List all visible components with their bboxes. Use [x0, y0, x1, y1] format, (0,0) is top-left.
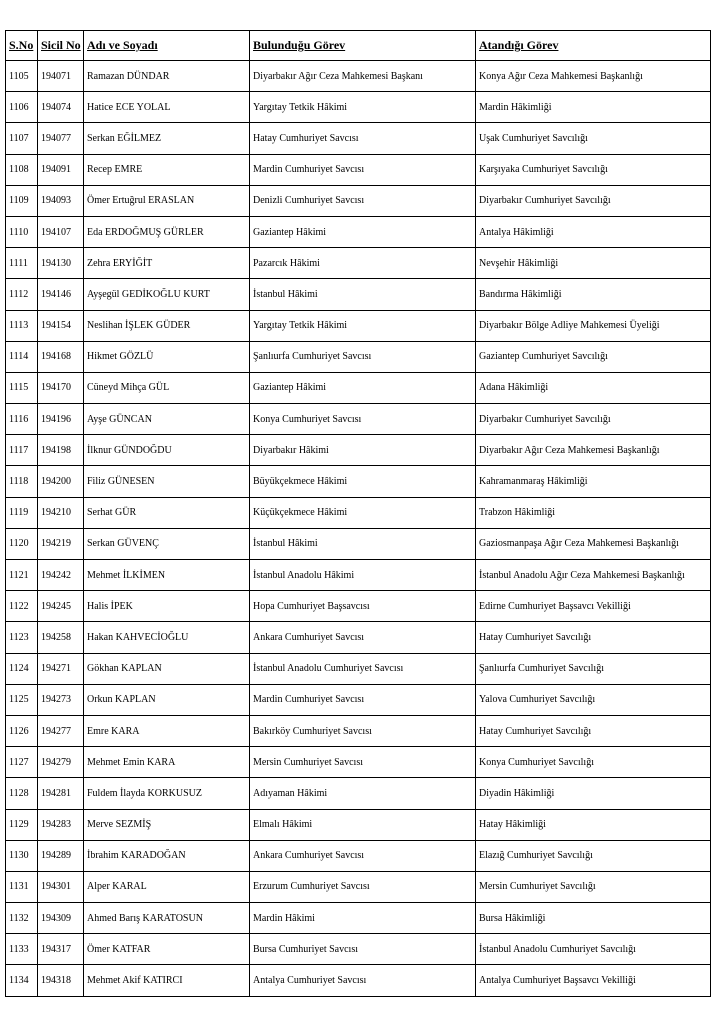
- cell-current-position: Diyarbakır Ağır Ceza Mahkemesi Başkanı: [250, 61, 476, 92]
- cell-sicil-no: 194283: [38, 809, 84, 840]
- cell-current-position: Adıyaman Hâkimi: [250, 778, 476, 809]
- cell-sicil-no: 194210: [38, 497, 84, 528]
- cell-name: İbrahim KARADOĞAN: [84, 840, 250, 871]
- cell-current-position: Gaziantep Hâkimi: [250, 372, 476, 403]
- cell-assigned-position: Gaziantep Cumhuriyet Savcılığı: [476, 341, 711, 372]
- cell-assigned-position: Mardin Hâkimliği: [476, 92, 711, 123]
- table-row: [6, 560, 711, 591]
- cell-name: Mehmet Akif KATIRCI: [84, 965, 250, 996]
- cell-sno: 1106: [6, 92, 38, 123]
- cell-sno: 1128: [6, 778, 38, 809]
- cell-sicil-no: 194077: [38, 123, 84, 154]
- cell-sno: 1115: [6, 372, 38, 403]
- cell-assigned-position: İstanbul Anadolu Cumhuriyet Savcılığı: [476, 934, 711, 965]
- cell-sicil-no: 194071: [38, 61, 84, 92]
- cell-assigned-position: Bandırma Hâkimliği: [476, 279, 711, 310]
- cell-sno: 1111: [6, 248, 38, 279]
- cell-assigned-position: Trabzon Hâkimliği: [476, 497, 711, 528]
- cell-current-position: Küçükçekmece Hâkimi: [250, 497, 476, 528]
- cell-sno: 1124: [6, 653, 38, 684]
- cell-sicil-no: 194271: [38, 653, 84, 684]
- header-row: [6, 31, 711, 61]
- table-row: [6, 372, 711, 403]
- cell-assigned-position: İstanbul Anadolu Ağır Ceza Mahkemesi Başkanlığı: [476, 560, 711, 591]
- table-row: [6, 154, 711, 185]
- cell-assigned-position: Antalya Cumhuriyet Başsavcı Vekilliği: [476, 965, 711, 996]
- cell-name: Ömer KATFAR: [84, 934, 250, 965]
- cell-name: Ahmed Barış KARATOSUN: [84, 903, 250, 934]
- cell-current-position: Konya Cumhuriyet Savcısı: [250, 404, 476, 435]
- cell-assigned-position: Diyarbakır Bölge Adliye Mahkemesi Üyeliği: [476, 310, 711, 341]
- cell-current-position: Pazarcık Hâkimi: [250, 248, 476, 279]
- cell-sno: 1127: [6, 747, 38, 778]
- table-row: [6, 809, 711, 840]
- cell-sicil-no: 194146: [38, 279, 84, 310]
- cell-current-position: İstanbul Hâkimi: [250, 279, 476, 310]
- cell-assigned-position: Bursa Hâkimliği: [476, 903, 711, 934]
- cell-sicil-no: 194091: [38, 154, 84, 185]
- cell-assigned-position: Kahramanmaraş Hâkimliği: [476, 466, 711, 497]
- cell-name: Serhat GÜR: [84, 497, 250, 528]
- table-row: [6, 248, 711, 279]
- cell-assigned-position: Adana Hâkimliği: [476, 372, 711, 403]
- cell-current-position: Hatay Cumhuriyet Savcısı: [250, 123, 476, 154]
- cell-sno: 1131: [6, 871, 38, 902]
- header-assigned-position: Atandığı Görev: [476, 31, 711, 61]
- table-row: [6, 591, 711, 622]
- cell-sicil-no: 194154: [38, 310, 84, 341]
- table-row: [6, 747, 711, 778]
- cell-name: Halis İPEK: [84, 591, 250, 622]
- cell-sicil-no: 194196: [38, 404, 84, 435]
- cell-assigned-position: Hatay Cumhuriyet Savcılığı: [476, 715, 711, 746]
- cell-sicil-no: 194289: [38, 840, 84, 871]
- appointments-table: [5, 30, 711, 997]
- cell-sicil-no: 194309: [38, 903, 84, 934]
- cell-assigned-position: Mersin Cumhuriyet Savcılığı: [476, 871, 711, 902]
- header-current-position: Bulunduğu Görev: [250, 31, 476, 61]
- cell-sicil-no: 194130: [38, 248, 84, 279]
- cell-current-position: Mardin Cumhuriyet Savcısı: [250, 154, 476, 185]
- cell-sicil-no: 194242: [38, 560, 84, 591]
- cell-assigned-position: Konya Cumhuriyet Savcılığı: [476, 747, 711, 778]
- table-row: [6, 216, 711, 247]
- table-row: [6, 466, 711, 497]
- cell-current-position: Diyarbakır Hâkimi: [250, 435, 476, 466]
- table-row: [6, 622, 711, 653]
- cell-name: Recep EMRE: [84, 154, 250, 185]
- table-row: [6, 123, 711, 154]
- cell-sno: 1120: [6, 528, 38, 559]
- cell-name: Emre KARA: [84, 715, 250, 746]
- cell-name: Zehra ERYİĞİT: [84, 248, 250, 279]
- table-row: [6, 185, 711, 216]
- cell-assigned-position: Hatay Hâkimliği: [476, 809, 711, 840]
- cell-sicil-no: 194245: [38, 591, 84, 622]
- cell-current-position: Antalya Cumhuriyet Savcısı: [250, 965, 476, 996]
- header-name: Adı ve Soyadı: [84, 31, 250, 61]
- cell-current-position: Bakırköy Cumhuriyet Savcısı: [250, 715, 476, 746]
- cell-sicil-no: 194318: [38, 965, 84, 996]
- table-row: [6, 778, 711, 809]
- cell-name: Hikmet GÖZLÜ: [84, 341, 250, 372]
- cell-sicil-no: 194198: [38, 435, 84, 466]
- cell-sno: 1125: [6, 684, 38, 715]
- cell-sno: 1117: [6, 435, 38, 466]
- cell-assigned-position: Şanlıurfa Cumhuriyet Savcılığı: [476, 653, 711, 684]
- cell-assigned-position: Diyadin Hâkimliği: [476, 778, 711, 809]
- cell-sno: 1105: [6, 61, 38, 92]
- cell-sicil-no: 194074: [38, 92, 84, 123]
- cell-sno: 1108: [6, 154, 38, 185]
- table-row: [6, 435, 711, 466]
- cell-sno: 1122: [6, 591, 38, 622]
- table-row: [6, 61, 711, 92]
- cell-sicil-no: 194281: [38, 778, 84, 809]
- cell-sno: 1129: [6, 809, 38, 840]
- cell-current-position: Yargıtay Tetkik Hâkimi: [250, 92, 476, 123]
- cell-name: Merve SEZMİŞ: [84, 809, 250, 840]
- cell-name: İlknur GÜNDOĞDU: [84, 435, 250, 466]
- cell-name: Serkan EĞİLMEZ: [84, 123, 250, 154]
- cell-current-position: İstanbul Hâkimi: [250, 528, 476, 559]
- cell-current-position: Ankara Cumhuriyet Savcısı: [250, 622, 476, 653]
- cell-current-position: Mardin Hâkimi: [250, 903, 476, 934]
- cell-name: Ömer Ertuğrul ERASLAN: [84, 185, 250, 216]
- cell-current-position: Büyükçekmece Hâkimi: [250, 466, 476, 497]
- cell-current-position: Bursa Cumhuriyet Savcısı: [250, 934, 476, 965]
- cell-name: Ramazan DÜNDAR: [84, 61, 250, 92]
- cell-sno: 1110: [6, 216, 38, 247]
- cell-assigned-position: Konya Ağır Ceza Mahkemesi Başkanlığı: [476, 61, 711, 92]
- cell-current-position: İstanbul Anadolu Cumhuriyet Savcısı: [250, 653, 476, 684]
- cell-sicil-no: 194200: [38, 466, 84, 497]
- cell-current-position: Erzurum Cumhuriyet Savcısı: [250, 871, 476, 902]
- cell-assigned-position: Diyarbakır Ağır Ceza Mahkemesi Başkanlığı: [476, 435, 711, 466]
- cell-current-position: Şanlıurfa Cumhuriyet Savcısı: [250, 341, 476, 372]
- cell-current-position: Elmalı Hâkimi: [250, 809, 476, 840]
- cell-assigned-position: Elazığ Cumhuriyet Savcılığı: [476, 840, 711, 871]
- cell-sicil-no: 194219: [38, 528, 84, 559]
- cell-name: Mehmet İLKİMEN: [84, 560, 250, 591]
- cell-assigned-position: Nevşehir Hâkimliği: [476, 248, 711, 279]
- table-row: [6, 310, 711, 341]
- cell-name: Filiz GÜNESEN: [84, 466, 250, 497]
- cell-name: Ayşe GÜNCAN: [84, 404, 250, 435]
- table-row: [6, 528, 711, 559]
- cell-sicil-no: 194317: [38, 934, 84, 965]
- cell-sno: 1107: [6, 123, 38, 154]
- cell-current-position: İstanbul Anadolu Hâkimi: [250, 560, 476, 591]
- cell-current-position: Gaziantep Hâkimi: [250, 216, 476, 247]
- cell-sicil-no: 194170: [38, 372, 84, 403]
- cell-name: Orkun KAPLAN: [84, 684, 250, 715]
- cell-current-position: Mersin Cumhuriyet Savcısı: [250, 747, 476, 778]
- cell-name: Mehmet Emin KARA: [84, 747, 250, 778]
- cell-name: Serkan GÜVENÇ: [84, 528, 250, 559]
- cell-assigned-position: Gaziosmanpaşa Ağır Ceza Mahkemesi Başkanlığı: [476, 528, 711, 559]
- table-row: [6, 934, 711, 965]
- cell-sno: 1121: [6, 560, 38, 591]
- cell-assigned-position: Uşak Cumhuriyet Savcılığı: [476, 123, 711, 154]
- cell-sicil-no: 194093: [38, 185, 84, 216]
- cell-sicil-no: 194107: [38, 216, 84, 247]
- cell-sno: 1133: [6, 934, 38, 965]
- cell-name: Neslihan İŞLEK GÜDER: [84, 310, 250, 341]
- cell-sno: 1109: [6, 185, 38, 216]
- cell-sno: 1112: [6, 279, 38, 310]
- cell-sicil-no: 194279: [38, 747, 84, 778]
- table-row: [6, 715, 711, 746]
- cell-sno: 1132: [6, 903, 38, 934]
- cell-name: Ayşegül GEDİKOĞLU KURT: [84, 279, 250, 310]
- cell-sno: 1130: [6, 840, 38, 871]
- cell-name: Hakan KAHVECİOĞLU: [84, 622, 250, 653]
- cell-assigned-position: Karşıyaka Cumhuriyet Savcılığı: [476, 154, 711, 185]
- cell-sno: 1116: [6, 404, 38, 435]
- cell-sicil-no: 194277: [38, 715, 84, 746]
- table-row: [6, 92, 711, 123]
- cell-sicil-no: 194273: [38, 684, 84, 715]
- header-sicil-no: Sicil No: [38, 31, 84, 61]
- cell-current-position: Denizli Cumhuriyet Savcısı: [250, 185, 476, 216]
- table-row: [6, 840, 711, 871]
- cell-sno: 1113: [6, 310, 38, 341]
- cell-name: Fuldem İlayda KORKUSUZ: [84, 778, 250, 809]
- cell-assigned-position: Antalya Hâkimliği: [476, 216, 711, 247]
- cell-name: Cüneyd Mihça GÜL: [84, 372, 250, 403]
- table-row: [6, 404, 711, 435]
- table-row: [6, 497, 711, 528]
- cell-name: Gökhan KAPLAN: [84, 653, 250, 684]
- table-row: [6, 903, 711, 934]
- cell-current-position: Ankara Cumhuriyet Savcısı: [250, 840, 476, 871]
- cell-sno: 1118: [6, 466, 38, 497]
- cell-sno: 1114: [6, 341, 38, 372]
- header-sno: S.No: [6, 31, 38, 61]
- table-row: [6, 684, 711, 715]
- cell-current-position: Hopa Cumhuriyet Başsavcısı: [250, 591, 476, 622]
- cell-assigned-position: Diyarbakır Cumhuriyet Savcılığı: [476, 185, 711, 216]
- cell-sno: 1134: [6, 965, 38, 996]
- cell-name: Eda ERDOĞMUŞ GÜRLER: [84, 216, 250, 247]
- table-row: [6, 341, 711, 372]
- cell-current-position: Yargıtay Tetkik Hâkimi: [250, 310, 476, 341]
- table-row: [6, 279, 711, 310]
- cell-name: Alper KARAL: [84, 871, 250, 902]
- cell-sicil-no: 194301: [38, 871, 84, 902]
- table-row: [6, 965, 711, 996]
- cell-sno: 1123: [6, 622, 38, 653]
- cell-sno: 1126: [6, 715, 38, 746]
- table-body: [6, 61, 711, 997]
- table-row: [6, 653, 711, 684]
- cell-assigned-position: Edirne Cumhuriyet Başsavcı Vekilliği: [476, 591, 711, 622]
- cell-assigned-position: Yalova Cumhuriyet Savcılığı: [476, 684, 711, 715]
- table-row: [6, 871, 711, 902]
- cell-sno: 1119: [6, 497, 38, 528]
- cell-sicil-no: 194168: [38, 341, 84, 372]
- cell-current-position: Mardin Cumhuriyet Savcısı: [250, 684, 476, 715]
- cell-sicil-no: 194258: [38, 622, 84, 653]
- cell-assigned-position: Hatay Cumhuriyet Savcılığı: [476, 622, 711, 653]
- cell-name: Hatice ECE YOLAL: [84, 92, 250, 123]
- cell-assigned-position: Diyarbakır Cumhuriyet Savcılığı: [476, 404, 711, 435]
